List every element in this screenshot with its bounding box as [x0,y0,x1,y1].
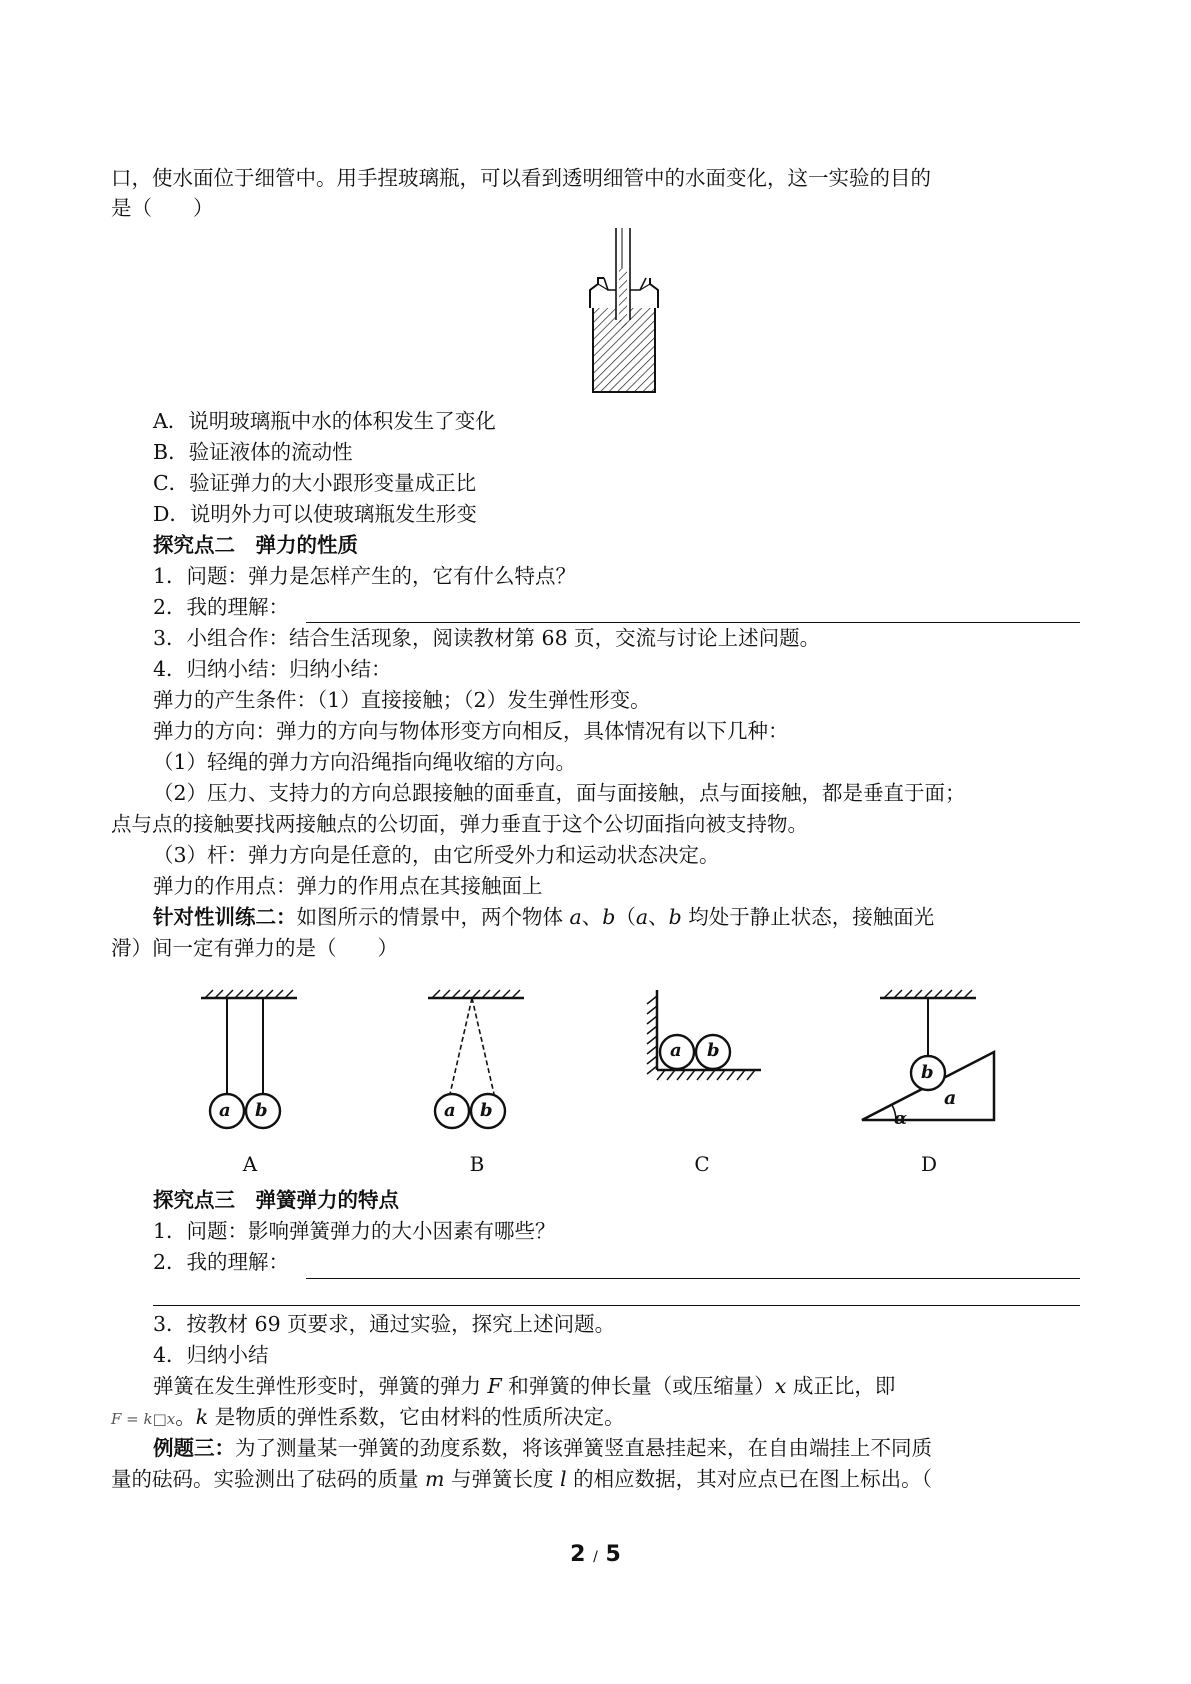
ball-b-label: b [921,1062,934,1083]
section2-q4: 4．归纳小结：归纳小结： [153,657,392,681]
section2-direction-1: （1）轻绳的弹力方向沿绳指向绳收缩的方向。 [153,750,577,774]
training2-line1: 针对性训练二：如图所示的情景中，两个物体 a、b（a、b 均处于静止状态，接触面光 [153,905,935,929]
answer-blank-line [153,1305,1080,1306]
example3-label: 例题三： [153,1436,235,1460]
option-b: B．验证液体的流动性 [153,440,353,464]
option-d: D．说明外力可以使玻璃瓶发生形变 [153,502,477,526]
section2-direction-3: （3）杆：弹力方向是任意的，由它所受外力和运动状态决定。 [153,843,720,867]
question-text-line1: 口，使水面位于细管中。用手捏玻璃瓶，可以看到透明细管中的水面变化，这一实验的目的 [111,166,931,190]
section2-condition: 弹力的产生条件：（1）直接接触；（2）发生弹性形变。 [153,688,651,712]
section2-q2: 2．我的理解： [153,595,290,619]
section2-direction-2a: （2）压力、支持力的方向总跟接触的面垂直，面与面接触，点与面接触，都是垂直于面； [153,781,966,805]
wedge-label: a [944,1087,957,1109]
section3-q4: 4．归纳小结 [153,1343,269,1367]
section2-q3: 3．小组合作：结合生活现象，阅读教材第 68 页，交流与讨论上述问题。 [153,626,821,650]
hooke-formula: F = k□x [111,1410,176,1428]
bottle-figure [560,228,670,398]
figure-label-a: A [242,1152,258,1176]
section3-q2: 2．我的理解： [153,1250,290,1274]
section3-summary-line1: 弹簧在发生弹性形变时，弹簧的弹力 F 和弹簧的伸长量（或压缩量）x 成正比，即 [153,1374,896,1398]
section2-point: 弹力的作用点：弹力的作用点在其接触面上 [153,874,543,898]
answer-blank-line [306,1278,1080,1279]
example3-line1: 例题三：为了测量某一弹簧的劲度系数，将该弹簧竖直悬挂起来，在自由端挂上不同质 [153,1436,932,1460]
option-c: C．验证弹力的大小跟形变量成正比 [153,471,477,495]
section2-heading: 探究点二 弹力的性质 [153,533,358,557]
angle-label: α [894,1109,908,1129]
ball-a-label: a [670,1040,682,1061]
question-text-line2: 是（ ） [111,196,214,220]
ball-a-label: a [219,1100,231,1121]
example3-line2: 量的砝码。实验测出了砝码的质量 m 与弹簧长度 l 的相应数据，其对应点已在图上标出。（ [111,1467,932,1491]
figure-a [195,990,305,1130]
figure-label-b: B [469,1152,485,1176]
ball-a-label: a [444,1100,456,1121]
training2-label: 针对性训练二： [153,905,297,929]
section2-direction-2b: 点与点的接触要找两接触点的公切面，弹力垂直于这个公切面指向被支持物。 [111,812,808,836]
ball-b-label: b [707,1040,720,1061]
training2-line2: 滑）间一定有弹力的是（ ） [111,936,398,960]
figure-label-d: D [920,1152,938,1176]
section3-heading: 探究点三 弹簧弹力的特点 [153,1188,399,1212]
ball-b-label: b [255,1100,268,1121]
figure-c [643,990,768,1090]
section3-summary-line2: F = k□x。k 是物质的弹性系数，它由材料的性质所决定。 [111,1405,625,1429]
section3-q1: 1．问题：影响弹簧弹力的大小因素有哪些？ [153,1219,556,1243]
ball-b-label: b [480,1100,493,1121]
page-number: 2 / 5 [570,1542,621,1567]
section2-direction: 弹力的方向：弹力的方向与物体形变方向相反，具体情况有以下几种： [153,719,789,743]
figure-label-c: C [694,1152,710,1176]
option-a: A．说明玻璃瓶中水的体积发生了变化 [153,409,496,433]
figure-b [422,990,532,1130]
section2-q1: 1．问题：弹力是怎样产生的，它有什么特点？ [153,564,577,588]
section3-q3: 3．按教材 69 页要求，通过实验，探究上述问题。 [153,1312,616,1336]
